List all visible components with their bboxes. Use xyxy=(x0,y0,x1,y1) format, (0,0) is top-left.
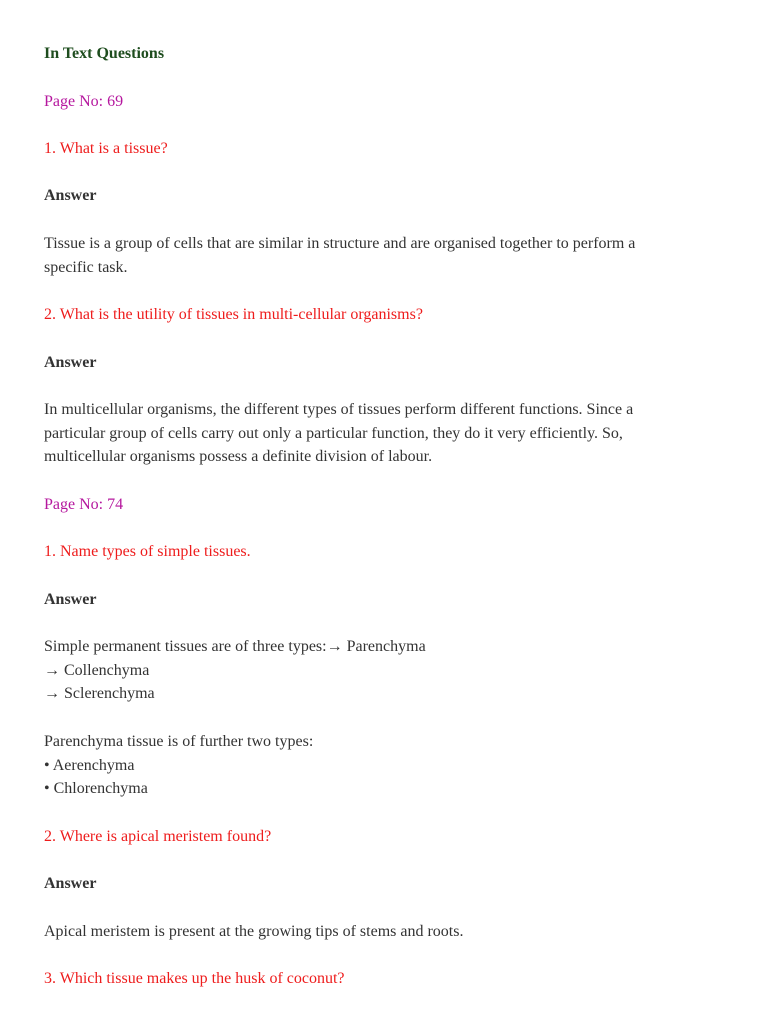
answer-label: Answer xyxy=(44,187,97,204)
answer-paragraph xyxy=(44,730,724,801)
answer-paragraph xyxy=(44,232,724,279)
answer-line: multicellular organisms possess a definite division of labour. xyxy=(44,448,433,465)
answer-paragraph xyxy=(44,635,724,706)
question-text: 1. Name types of simple tissues. xyxy=(44,543,251,560)
answer-label: Answer xyxy=(44,875,97,892)
answer-line: • Aerenchyma xyxy=(44,756,135,774)
answer-line: → Collenchyma xyxy=(44,661,150,679)
page-number-label: Page No: 69 xyxy=(44,93,124,110)
answer-line: • Chlorenchyma xyxy=(44,780,148,797)
answer-label: Answer xyxy=(44,354,97,371)
answer-line: → Sclerenchyma xyxy=(44,685,155,702)
answer-line: Simple permanent tissues are of three types:→ Parenchyma xyxy=(44,638,426,655)
answer-paragraph xyxy=(44,920,724,944)
question-text: 1. What is a tissue? xyxy=(44,140,168,157)
page-number-label: Page No: 74 xyxy=(44,496,124,513)
answer-label: Answer xyxy=(44,591,97,608)
answer-paragraph xyxy=(44,398,724,469)
answer-line: In multicellular organisms, the different types of tissues perform different functions. Since a xyxy=(44,401,634,418)
answer-line: particular group of cells carry out only a particular function, they do it very efficiently. So, xyxy=(44,424,623,442)
answer-line: Parenchyma tissue is of further two types: xyxy=(44,733,314,750)
answer-line: specific task. xyxy=(44,258,128,276)
answer-line: Tissue is a group of cells that are similar in structure and are organised together to perform a xyxy=(44,235,636,252)
question-text: 2. What is the utility of tissues in multi-cellular organisms? xyxy=(44,306,423,323)
question-text: 3. Which tissue makes up the husk of coconut? xyxy=(44,970,345,987)
section-heading: In Text Questions xyxy=(44,45,165,62)
answer-line: Apical meristem is present at the growing tips of stems and roots. xyxy=(44,923,464,940)
question-text: 2. Where is apical meristem found? xyxy=(44,828,272,845)
